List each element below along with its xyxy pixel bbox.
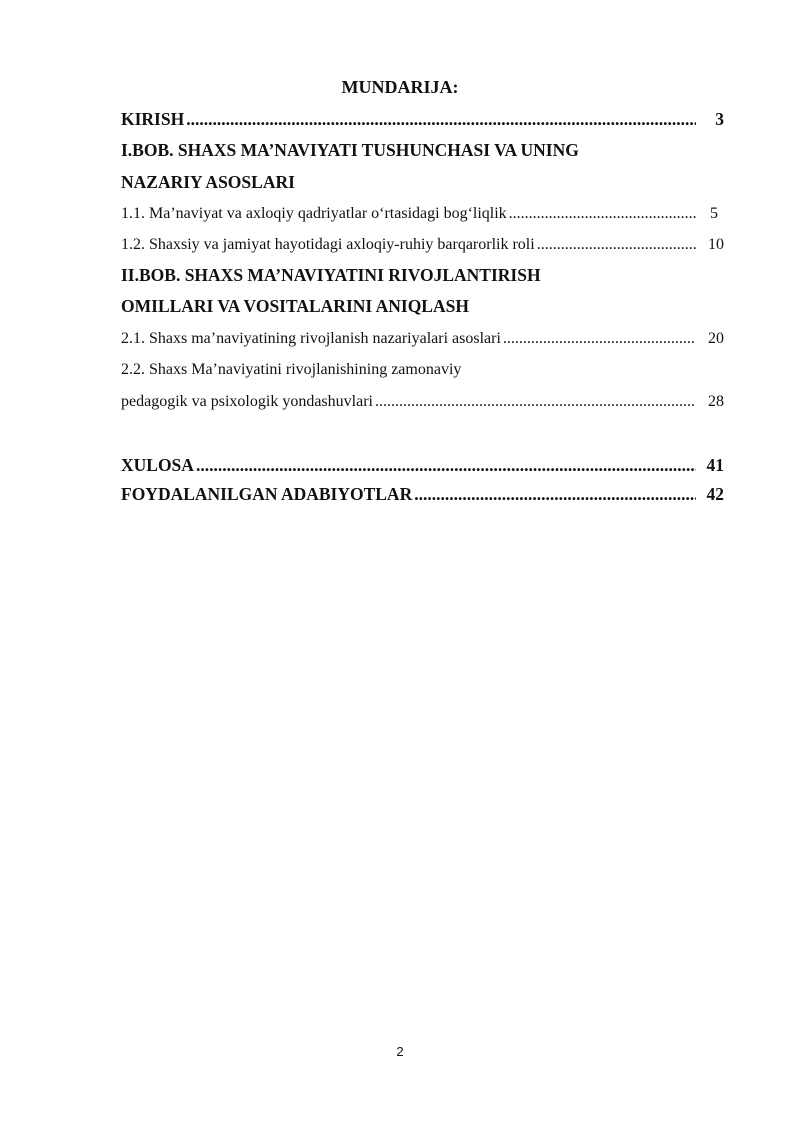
toc-entry-2-1	[121, 329, 724, 349]
toc-entry-xulosa	[121, 454, 724, 476]
toc-entry-kirish	[121, 108, 724, 130]
toc-entry-page: 5	[710, 205, 718, 222]
toc-entry-2-2-line1: 2.2. Shaxs Ma’naviyatini rivojlanishining zamonaviy	[121, 361, 462, 378]
dot-leader	[375, 392, 696, 412]
toc-entry-page: 3	[715, 109, 724, 129]
toc-entry-page: 41	[706, 455, 724, 475]
toc-chapter-2-line1: II.BOB. SHAXS MA’NAVIYATINI RIVOJLANTIRISH	[121, 265, 541, 285]
toc-entry-label: KIRISH	[121, 109, 185, 129]
toc-entry-2-2	[121, 392, 724, 412]
toc-chapter-2-line2: OMILLARI VA VOSITALARINI ANIQLASH	[121, 296, 469, 316]
dot-leader	[414, 483, 696, 505]
dot-leader	[537, 235, 696, 255]
toc-entry-1-1	[121, 204, 724, 224]
toc-entry-label: 2.1. Shaxs ma’naviyatining rivojlanish nazariyalari asoslari	[121, 330, 501, 347]
dot-leader	[186, 108, 696, 130]
dot-leader	[509, 204, 696, 224]
toc-entry-page: 10	[708, 236, 724, 253]
toc-entry-1-2	[121, 235, 724, 255]
page-number: 2	[396, 1044, 404, 1059]
toc-entry-adabiyotlar	[121, 483, 724, 505]
toc-entry-page: 28	[708, 393, 724, 410]
toc-entry-page: 42	[706, 484, 724, 504]
toc-entry-label: 1.2. Shaxsiy va jamiyat hayotidagi axloqiy-ruhiy barqarorlik roli	[121, 236, 535, 253]
toc-entry-label: 1.1. Ma’naviyat va axloqiy qadriyatlar oʻrtasidagi bogʻliqlik	[121, 205, 507, 222]
dot-leader	[503, 329, 696, 349]
toc-chapter-1-line2: NAZARIY ASOSLARI	[121, 172, 295, 192]
toc-entry-label: pedagogik va psixologik yondashuvlari	[121, 393, 373, 410]
toc-entry-label: FOYDALANILGAN ADABIYOTLAR	[121, 484, 413, 504]
toc-title: MUNDARIJA:	[341, 77, 459, 97]
toc-entry-page: 20	[708, 330, 724, 347]
dot-leader	[196, 454, 696, 476]
toc-chapter-1-line1: I.BOB. SHAXS MA’NAVIYATI TUSHUNCHASI VA UNING	[121, 140, 579, 160]
toc-entry-label: XULOSA	[121, 455, 194, 475]
